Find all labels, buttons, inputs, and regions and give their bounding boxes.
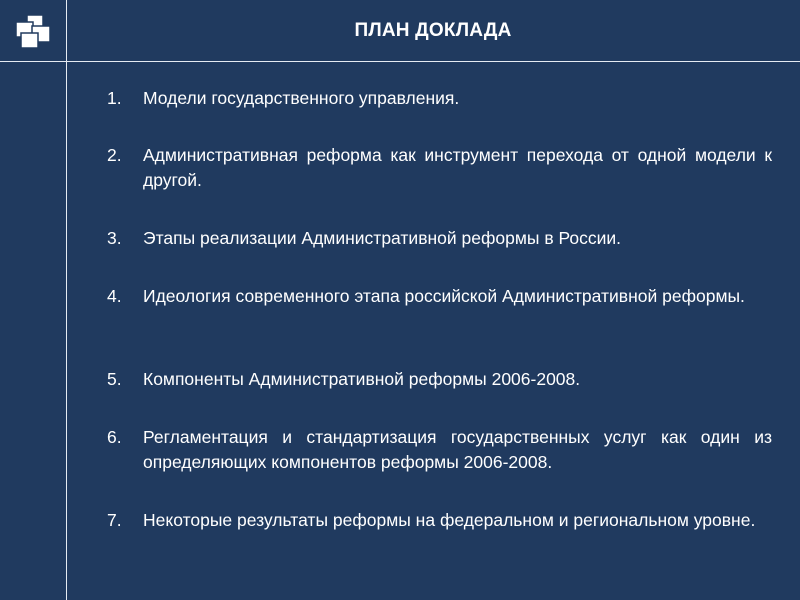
agenda-item [107,284,772,309]
agenda-item-text: Этапы реализации Административной реформы в России. [143,228,622,248]
agenda-item-text: Идеология современного этапа российской Административной реформы. [143,286,745,306]
agenda-item [107,425,772,475]
agenda-item-number: 6. [107,427,122,447]
agenda-item-number: 3. [107,228,122,248]
agenda-item [107,226,772,251]
agenda-item [107,508,772,533]
agenda-item [107,86,772,111]
agenda-item-text: Регламентация и стандартизация государственных услуг как один из определяющих компонентов реформы 2006-2008. [143,427,772,472]
agenda-item-text: Административная реформа как инструмент перехода от одной модели к другой. [143,145,772,190]
agenda-item-text: Некоторые результаты реформы на федеральном и региональном уровне. [143,510,756,530]
agenda-item [107,143,772,193]
agenda-item-number: 7. [107,510,122,530]
agenda-item-text: Компоненты Административной реформы 2006-2008. [143,369,581,389]
agenda-item-number: 4. [107,286,122,306]
agenda-item [107,367,772,392]
slide-title: ПЛАН ДОКЛАДА [354,20,512,41]
agenda-item-text: Модели государственного управления. [143,88,460,108]
agenda-item-number: 2. [107,145,122,165]
horizontal-divider [0,61,800,62]
stacked-squares-icon [13,14,53,50]
agenda-item-number: 1. [107,88,122,108]
agenda-item-number: 5. [107,369,122,389]
vertical-divider [66,0,67,600]
